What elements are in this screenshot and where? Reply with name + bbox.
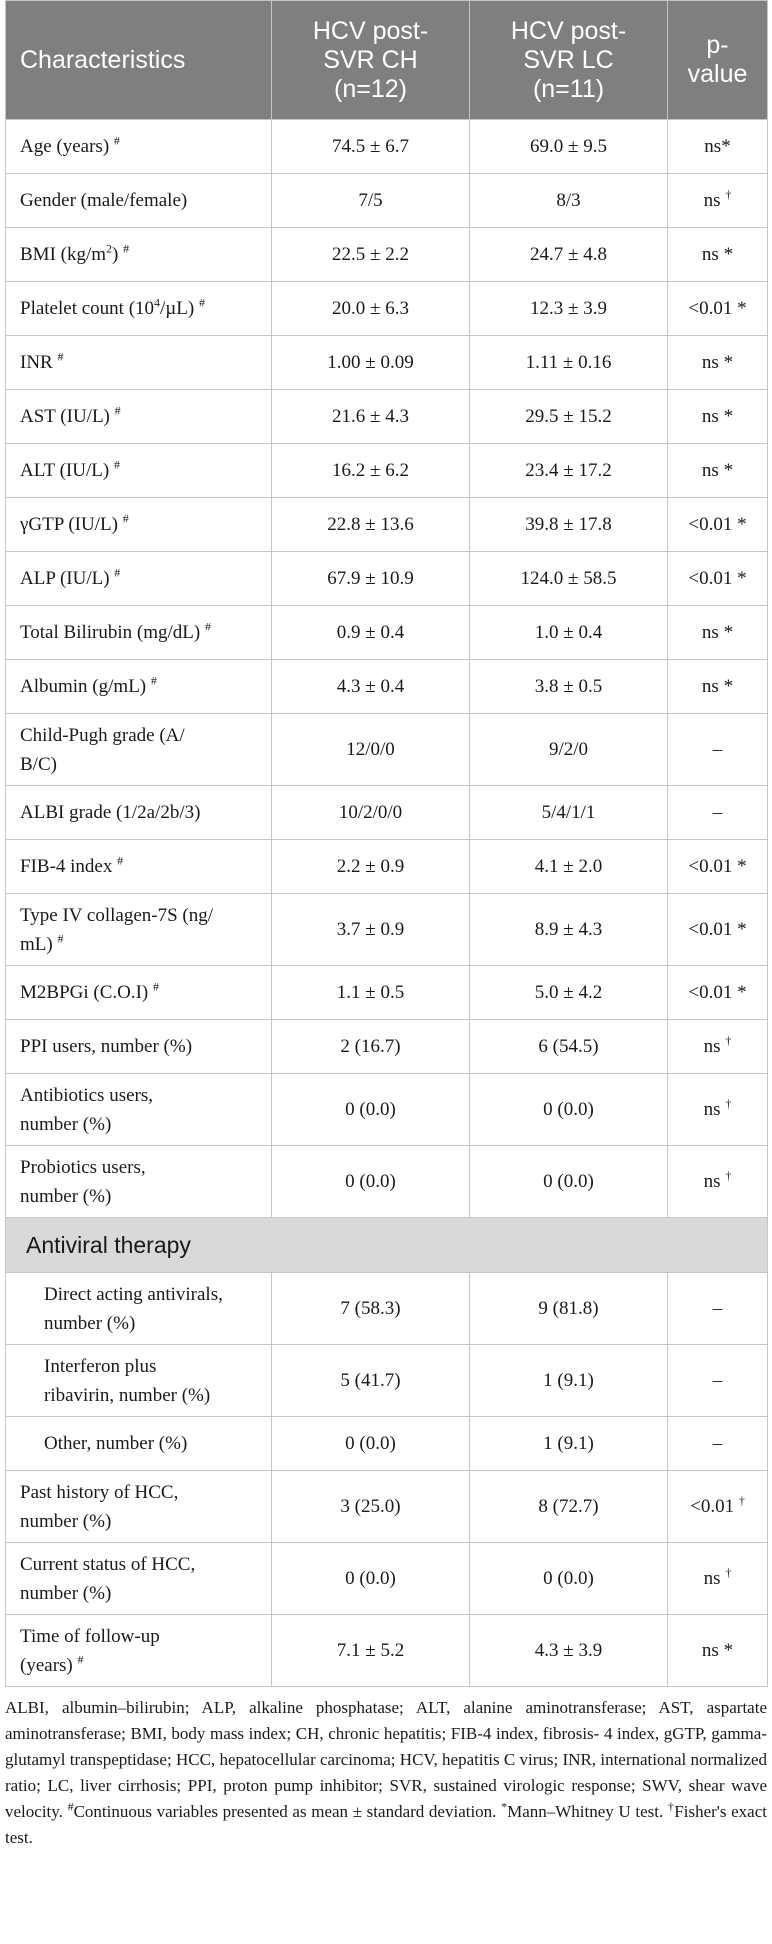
p-value: ns *: [668, 228, 768, 282]
row-label: Time of follow-up (years) #: [6, 1615, 272, 1687]
table-footnote: ALBI, albumin–bilirubin; ALP, alkaline phosphatase; ALT, alanine aminotransferase; AST, aspartate aminotransferase; BMI, body mass index; CH, chronic hepatitis; FIB-4 index, fibrosis- 4 index, gGTP, gamma-glutamyl transpeptidase; HCC, hepatocellular carcinoma; HCV, hepatitis C virus; INR, international normalized ratio; LC, liver cirrhosis; PPI, proton pump inhibitor; SVR, sustained virologic response; SWV, shear wave velocity. #Continuous variables presented as mean ± standard deviation. *Mann–Whitney U test. †Fisher's exact test.: [5, 1698, 767, 1847]
row-label: ALT (IU/L) #: [6, 444, 272, 498]
p-value: ns *: [668, 1615, 768, 1687]
header-characteristics: Characteristics: [6, 1, 272, 120]
row-label: Interferon plus ribavirin, number (%): [6, 1345, 272, 1417]
header-lc-group: HCV post- SVR LC (n=11): [470, 1, 668, 120]
table-row: [6, 1543, 768, 1615]
p-value: ns †: [668, 1020, 768, 1074]
lc-value: 1 (9.1): [470, 1345, 668, 1417]
p-value: ns †: [668, 174, 768, 228]
table-row: [6, 120, 768, 174]
table-row: [6, 228, 768, 282]
p-value: <0.01 *: [668, 552, 768, 606]
table-row: [6, 714, 768, 786]
ch-value: 7.1 ± 5.2: [272, 1615, 470, 1687]
row-label: M2BPGi (C.O.I) #: [6, 966, 272, 1020]
table-row: [6, 966, 768, 1020]
table-row: [6, 786, 768, 840]
section-header-row: [6, 1218, 768, 1273]
table-row: [6, 390, 768, 444]
p-value: <0.01 *: [668, 966, 768, 1020]
ch-value: 22.5 ± 2.2: [272, 228, 470, 282]
ch-value: 1.00 ± 0.09: [272, 336, 470, 390]
ch-value: 74.5 ± 6.7: [272, 120, 470, 174]
table-row: [6, 1146, 768, 1218]
row-label: ALP (IU/L) #: [6, 552, 272, 606]
table-row: [6, 1615, 768, 1687]
p-value: ns *: [668, 444, 768, 498]
header-row: [6, 1, 768, 120]
p-value: –: [668, 714, 768, 786]
lc-value: 5.0 ± 4.2: [470, 966, 668, 1020]
table-row: [6, 498, 768, 552]
table-row: [6, 282, 768, 336]
table-row: [6, 444, 768, 498]
row-label: Platelet count $(10^4/\mu L)$ #: [6, 282, 272, 336]
ch-value: 0 (0.0): [272, 1074, 470, 1146]
lc-value: 3.8 ± 0.5: [470, 660, 668, 714]
ch-value: 20.0 ± 6.3: [272, 282, 470, 336]
p-value: <0.01 *: [668, 498, 768, 552]
p-value: <0.01 *: [668, 282, 768, 336]
ch-value: 7 (58.3): [272, 1273, 470, 1345]
p-value: ns *: [668, 390, 768, 444]
ch-value: 5 (41.7): [272, 1345, 470, 1417]
ch-value: 4.3 ± 0.4: [272, 660, 470, 714]
lc-value: 23.4 ± 17.2: [470, 444, 668, 498]
header-ch-group: HCV post- SVR CH (n=12): [272, 1, 470, 120]
row-label: Child-Pugh grade (A/ B/C): [6, 714, 272, 786]
row-label: γGTP (IU/L) #: [6, 498, 272, 552]
table-row: [6, 1417, 768, 1471]
table-row: [6, 1020, 768, 1074]
lc-value: 4.3 ± 3.9: [470, 1615, 668, 1687]
row-label: Antibiotics users, number (%): [6, 1074, 272, 1146]
p-value: ns *: [668, 660, 768, 714]
p-value: –: [668, 786, 768, 840]
row-label: FIB-4 index #: [6, 840, 272, 894]
p-value: –: [668, 1417, 768, 1471]
row-label: BMI $(kg/m^2)$ #: [6, 228, 272, 282]
p-value: ns*: [668, 120, 768, 174]
p-value: <0.01 *: [668, 840, 768, 894]
ch-value: 67.9 ± 10.9: [272, 552, 470, 606]
lc-value: 1.0 ± 0.4: [470, 606, 668, 660]
row-label: Direct acting antivirals, number (%): [6, 1273, 272, 1345]
row-label: Age (years) #: [6, 120, 272, 174]
table-row: [6, 174, 768, 228]
table-row: [6, 1471, 768, 1543]
ch-value: 2.2 ± 0.9: [272, 840, 470, 894]
row-label: Past history of HCC, number (%): [6, 1471, 272, 1543]
lc-value: 69.0 ± 9.5: [470, 120, 668, 174]
lc-value: 5/4/1/1: [470, 786, 668, 840]
p-value: ns †: [668, 1074, 768, 1146]
lc-value: 9/2/0: [470, 714, 668, 786]
lc-value: 9 (81.8): [470, 1273, 668, 1345]
lc-value: 8 (72.7): [470, 1471, 668, 1543]
table-row: [6, 606, 768, 660]
table-row: [6, 1273, 768, 1345]
characteristics-table: [5, 0, 768, 1687]
row-label: Probiotics users, number (%): [6, 1146, 272, 1218]
row-label: ALBI grade (1/2a/2b/3): [6, 786, 272, 840]
p-value: <0.01 †: [668, 1471, 768, 1543]
p-value: <0.01 *: [668, 894, 768, 966]
document: [5, 0, 767, 1851]
ch-value: 0 (0.0): [272, 1146, 470, 1218]
ch-value: 2 (16.7): [272, 1020, 470, 1074]
row-label: PPI users, number (%): [6, 1020, 272, 1074]
lc-value: 124.0 ± 58.5: [470, 552, 668, 606]
continuous-note: Continuous variables presented as mean ± standard deviation.: [73, 1802, 497, 1821]
table-row: [6, 552, 768, 606]
mann-whitney-note: Mann–Whitney U test.: [507, 1802, 664, 1821]
table-row: [6, 840, 768, 894]
ch-value: 0 (0.0): [272, 1543, 470, 1615]
p-value: ns †: [668, 1543, 768, 1615]
ch-value: 12/0/0: [272, 714, 470, 786]
lc-value: 0 (0.0): [470, 1146, 668, 1218]
p-value: –: [668, 1273, 768, 1345]
table-row: [6, 336, 768, 390]
lc-value: 8.9 ± 4.3: [470, 894, 668, 966]
lc-value: 39.8 ± 17.8: [470, 498, 668, 552]
lc-value: 1.11 ± 0.16: [470, 336, 668, 390]
ch-value: 3.7 ± 0.9: [272, 894, 470, 966]
header-p-value: p- value: [668, 1, 768, 120]
lc-value: 1 (9.1): [470, 1417, 668, 1471]
row-label: AST (IU/L) #: [6, 390, 272, 444]
p-value: ns †: [668, 1146, 768, 1218]
row-label: Total Bilirubin (mg/dL) #: [6, 606, 272, 660]
lc-value: 0 (0.0): [470, 1074, 668, 1146]
p-value: ns *: [668, 336, 768, 390]
table-row: [6, 1074, 768, 1146]
ch-value: 1.1 ± 0.5: [272, 966, 470, 1020]
section-title: Antiviral therapy: [6, 1218, 768, 1273]
row-label: Current status of HCC, number (%): [6, 1543, 272, 1615]
ch-value: 3 (25.0): [272, 1471, 470, 1543]
lc-value: 6 (54.5): [470, 1020, 668, 1074]
ch-value: 7/5: [272, 174, 470, 228]
lc-value: 12.3 ± 3.9: [470, 282, 668, 336]
ch-value: 10/2/0/0: [272, 786, 470, 840]
lc-value: 29.5 ± 15.2: [470, 390, 668, 444]
fisher-note: Fisher's exact test.: [5, 1802, 767, 1847]
lc-value: 8/3: [470, 174, 668, 228]
ch-value: 16.2 ± 6.2: [272, 444, 470, 498]
row-label: Type IV collagen-7S (ng/ mL) #: [6, 894, 272, 966]
row-label: Albumin (g/mL) #: [6, 660, 272, 714]
lc-value: 4.1 ± 2.0: [470, 840, 668, 894]
table-row: [6, 1345, 768, 1417]
row-label: Other, number (%): [6, 1417, 272, 1471]
ch-value: 22.8 ± 13.6: [272, 498, 470, 552]
abbreviations-note: ALBI, albumin–bilirubin; ALP, alkaline phosphatase; ALT, alanine aminotransferase; AST, aspartate aminotransferase; BMI, body mass index; CH, chronic hepatitis; FIB-4 index, fibrosis- 4 index, gGTP, gamma-glutamyl transpeptidase; HCC, hepatocellular carcinoma; HCV, hepatitis C virus; INR, international normalized ratio; LC, liver cirrhosis; PPI, proton pump inhibitor; SVR, sustained virologic response; SWV, shear wave velocity.: [5, 1698, 767, 1821]
ch-value: 21.6 ± 4.3: [272, 390, 470, 444]
ch-value: 0 (0.0): [272, 1417, 470, 1471]
row-label: INR #: [6, 336, 272, 390]
lc-value: 0 (0.0): [470, 1543, 668, 1615]
lc-value: 24.7 ± 4.8: [470, 228, 668, 282]
ch-value: 0.9 ± 0.4: [272, 606, 470, 660]
table-row: [6, 660, 768, 714]
p-value: –: [668, 1345, 768, 1417]
p-value: ns *: [668, 606, 768, 660]
table-row: [6, 894, 768, 966]
row-label: Gender (male/female): [6, 174, 272, 228]
